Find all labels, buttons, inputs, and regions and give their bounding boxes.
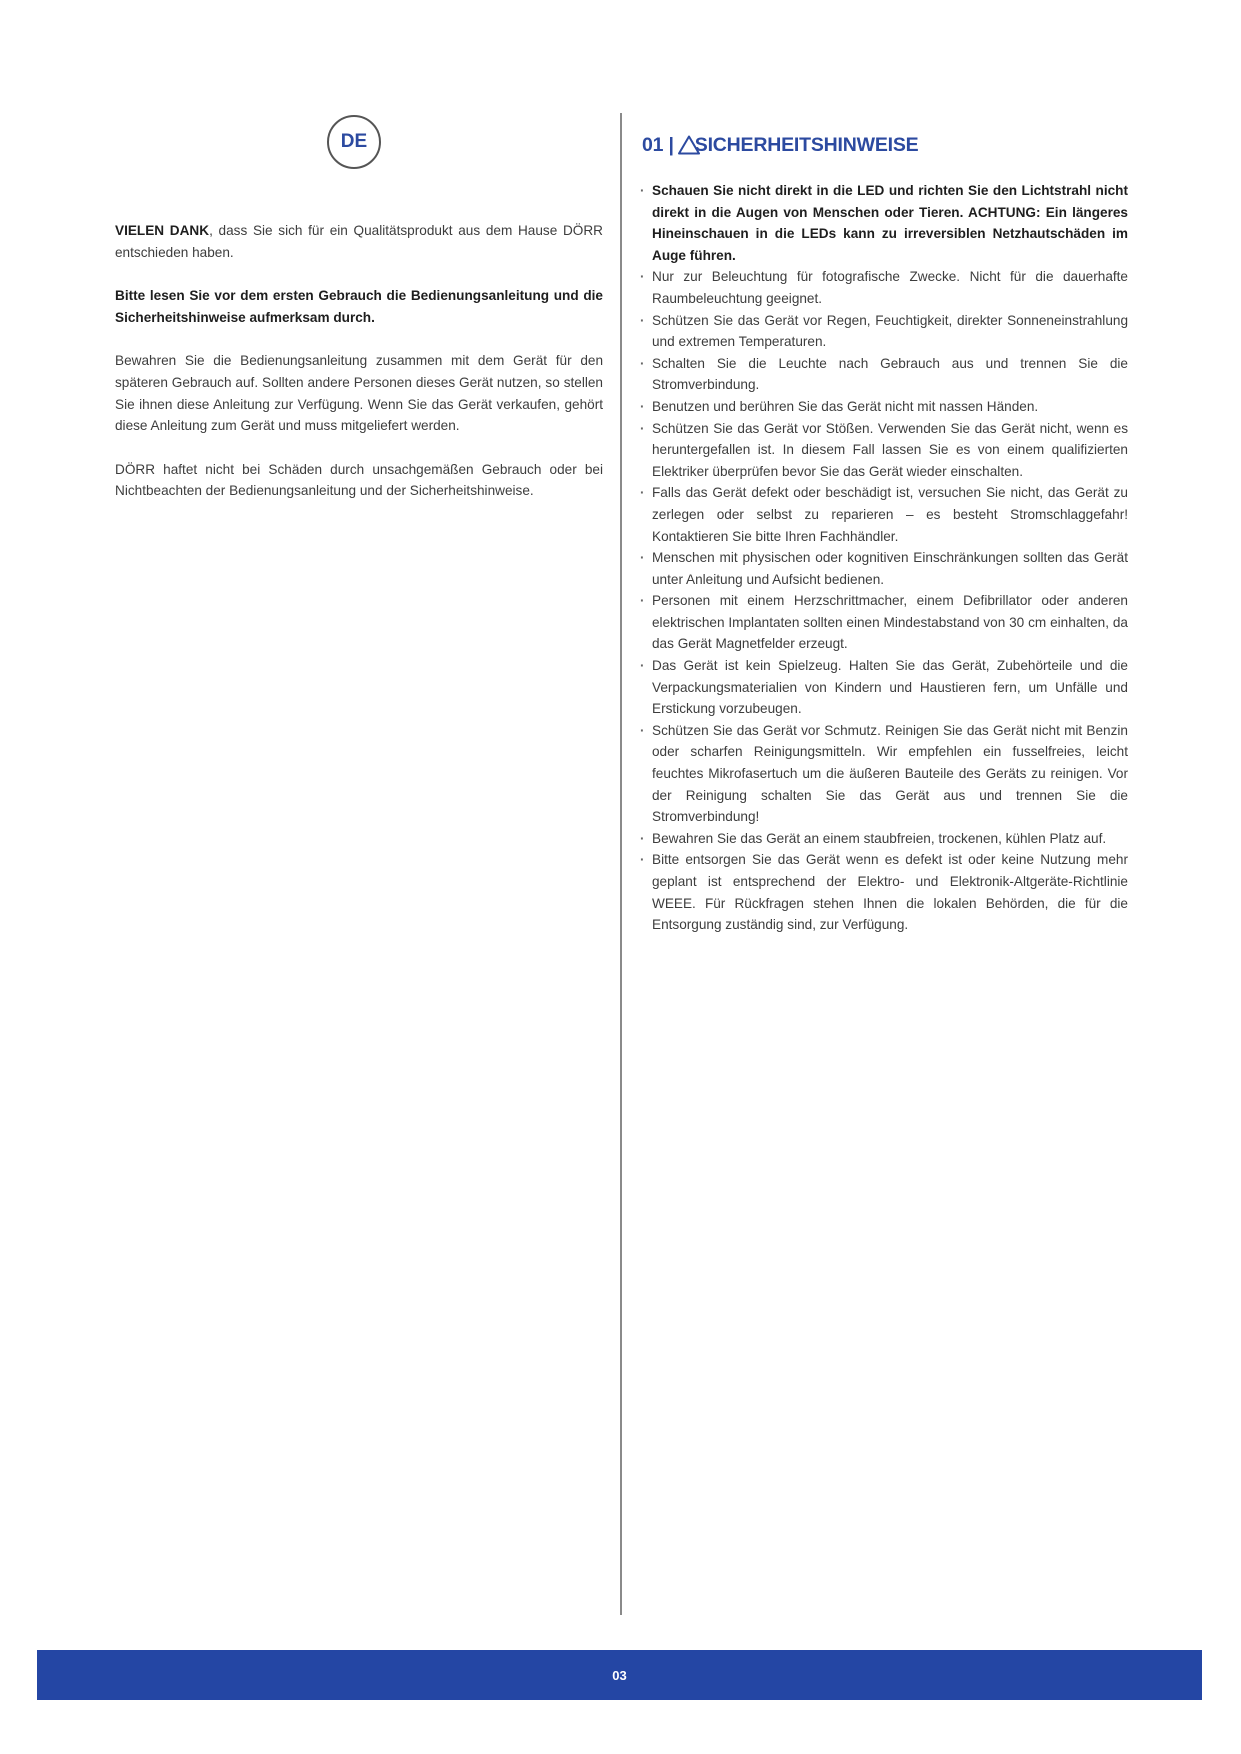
list-item: · Das Gerät ist kein Spielzeug. Halten Sie das Gerät, Zubehörteile und die Verpackungsmaterialien von Kindern und Haustieren fern, um Unfälle und Erstickung vorzubeugen. [640, 655, 1128, 720]
list-item: · Schauen Sie nicht direkt in die LED und richten Sie den Lichtstrahl nicht direkt in die Augen von Menschen oder Tieren. ACHTUNG: Ein längeres Hineinschauen in die LEDs kann zu irreversiblen Netzhautschäden im Auge führen. [640, 180, 1128, 266]
list-item: · Schalten Sie die Leuchte nach Gebrauch aus und trennen Sie die Stromverbindung. [640, 353, 1128, 396]
list-item: · Bewahren Sie das Gerät an einem staubfreien, trockenen, kühlen Platz auf. [640, 828, 1128, 850]
section-number: 01 | [642, 133, 674, 156]
list-item: · Menschen mit physischen oder kognitiven Einschränkungen sollten das Gerät unter Anleitung und Aufsicht bedienen. [640, 547, 1128, 590]
list-item: · Schützen Sie das Gerät vor Regen, Feuchtigkeit, direkter Sonneneinstrahlung und extremen Temperaturen. [640, 310, 1128, 353]
section-title: SICHERHEITSHINWEISE [694, 133, 919, 156]
liability-paragraph: DÖRR haftet nicht bei Schäden durch unsachgemäßen Gebrauch oder bei Nichtbeachten der Bedienungsanleitung und der Sicherheitshinweise. [115, 461, 603, 499]
language-badge-label: DE [340, 131, 368, 152]
thanks-paragraph [115, 220, 603, 263]
page-number: 03 [612, 1667, 627, 1683]
list-item: · Benutzen und berühren Sie das Gerät nicht mit nassen Händen. [640, 396, 1128, 418]
read-notice: Bitte lesen Sie vor dem ersten Gebrauch die Bedienungsanleitung und die Sicherheitshinweise aufmerksam durch. [115, 288, 603, 325]
language-badge [327, 115, 381, 169]
thanks-bold: VIELEN DANK [115, 223, 210, 238]
section-heading [642, 130, 1128, 160]
column-divider [620, 113, 622, 1615]
intro-column [115, 220, 603, 524]
list-item: · Nur zur Beleuchtung für fotografische Zwecke. Nicht für die dauerhafte Raumbeleuchtung geeignet. [640, 266, 1128, 309]
thanks-text: , dass Sie sich für ein Qualitätsprodukt aus dem Hause DÖRR entschieden haben. [115, 223, 603, 260]
list-item: · Schützen Sie das Gerät vor Schmutz. Reinigen Sie das Gerät nicht mit Benzin oder scharfen Reinigungsmitteln. Wir empfehlen ein fusselfreies, leicht feuchtes Mikrofasertuch um die äußeren Bauteile des Geräts zu reinigen. Vor der Reinigung schalten Sie das Gerät aus und trennen Sie die Stromverbindung! [640, 720, 1128, 828]
list-item: · Schützen Sie das Gerät vor Stößen. Verwenden Sie das Gerät nicht, wenn es heruntergefallen ist. In diesem Fall lassen Sie es von einem qualifizierten Elektriker überprüfen bevor Sie das Gerät wieder einschalten. [640, 418, 1128, 483]
list-item: · Personen mit einem Herzschrittmacher, einem Defibrillator oder anderen elektrischen Implantaten sollten einen Mindestabstand von 30 cm einhalten, da das Gerät Magnetfelder erzeugt. [640, 590, 1128, 655]
footer-bar [37, 1650, 1202, 1700]
safety-column [640, 130, 1128, 936]
safety-list [640, 180, 1128, 936]
keep-manual-paragraph: Bewahren Sie die Bedienungsanleitung zusammen mit dem Gerät für den späteren Gebrauch auf. Sollten andere Personen dieses Gerät nutzen, so stellen Sie ihnen diese Anleitung zur Verfügung. Wenn Sie das Gerät verkaufen, gehört diese Anleitung zum Gerät und muss mitgeliefert werden. [115, 353, 603, 434]
list-item: · Bitte entsorgen Sie das Gerät wenn es defekt ist oder keine Nutzung mehr geplant ist entsprechend der Elektro- und Elektronik-Altgeräte-Richtlinie WEEE. Für Rückfragen stehen Ihnen die lokalen Behörden, die für die Entsorgung zuständig sind, zur Verfügung. [640, 849, 1128, 935]
list-item: · Falls das Gerät defekt oder beschädigt ist, versuchen Sie nicht, das Gerät zu zerlegen oder selbst zu reparieren – es besteht Stromschlaggefahr! Kontaktieren Sie bitte Ihren Fachhändler. [640, 482, 1128, 547]
